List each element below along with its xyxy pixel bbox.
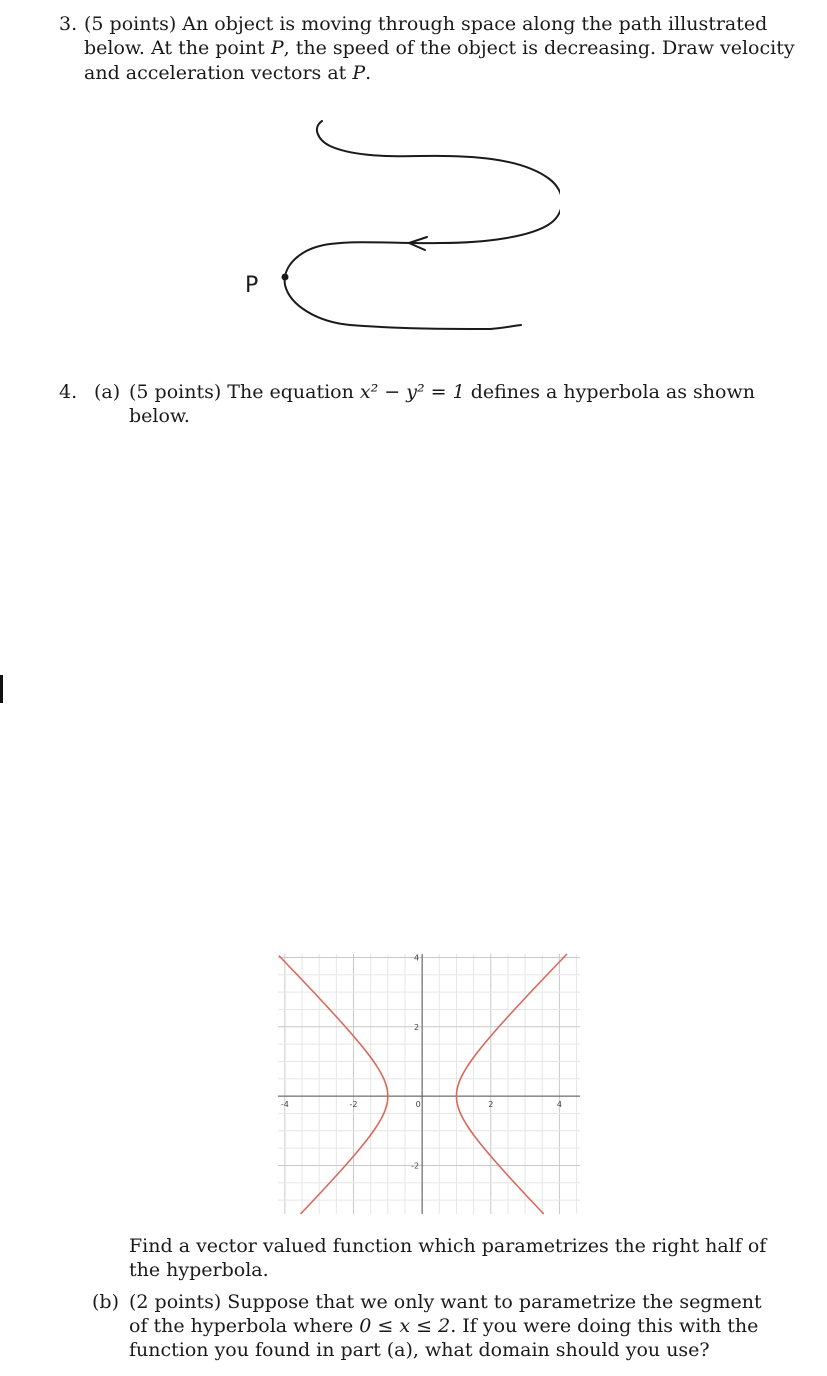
grid	[278, 954, 580, 1214]
part-a-line-1: (5 points) The equation x² − y² = 1 defines a hyperbola as shown	[129, 381, 755, 403]
part-b-line-2: of the hyperbola where 0 ≤ x ≤ 2. If you were doing this with the	[129, 1315, 759, 1337]
question-3-number: 3.	[59, 13, 78, 35]
x-tick-label: 2	[488, 1100, 494, 1110]
find-line-1: Find a vector valued function which parametrizes the right half of	[129, 1235, 767, 1257]
edge-mark	[0, 675, 3, 703]
question-3-line-2: below. At the point P, the speed of the object is decreasing. Draw velocity	[84, 37, 795, 59]
part-a-label: (a)	[94, 381, 121, 403]
part-b-line-1: (2 points) Suppose that we only want to parametrize the segment	[129, 1291, 762, 1313]
hyperbola-right-branch	[456, 954, 567, 1214]
x-tick-label: -4	[280, 1100, 289, 1110]
point-p-label: P	[245, 273, 259, 298]
question-3-line-3: and acceleration vectors at P.	[84, 62, 372, 84]
tick-labels	[281, 953, 562, 1170]
x-tick-label: 0	[415, 1100, 421, 1110]
point-p-marker	[282, 274, 289, 281]
axes	[278, 954, 580, 1214]
question-3-line-1: (5 points) An object is moving through space along the path illustrated	[84, 13, 768, 35]
x-tick-label: 4	[556, 1100, 562, 1110]
part-a-line-2: below.	[129, 405, 190, 427]
y-tick-label: -2	[411, 1161, 420, 1171]
hyperbola-left-branch	[279, 956, 388, 1214]
part-b-label: (b)	[92, 1291, 119, 1313]
part-b-line-3: function you found in part (a), what domain should you use?	[129, 1339, 710, 1361]
find-line-2: the hyperbola.	[129, 1259, 269, 1281]
y-tick-label: 2	[414, 1022, 420, 1032]
question-4-number: 4.	[59, 381, 78, 403]
motion-path	[285, 121, 560, 329]
hyperbola-graph	[270, 948, 590, 1218]
path-illustration	[230, 110, 560, 340]
y-tick-label: 4	[414, 953, 420, 963]
hyperbola-curves	[279, 954, 567, 1214]
x-tick-label: -2	[349, 1100, 358, 1110]
